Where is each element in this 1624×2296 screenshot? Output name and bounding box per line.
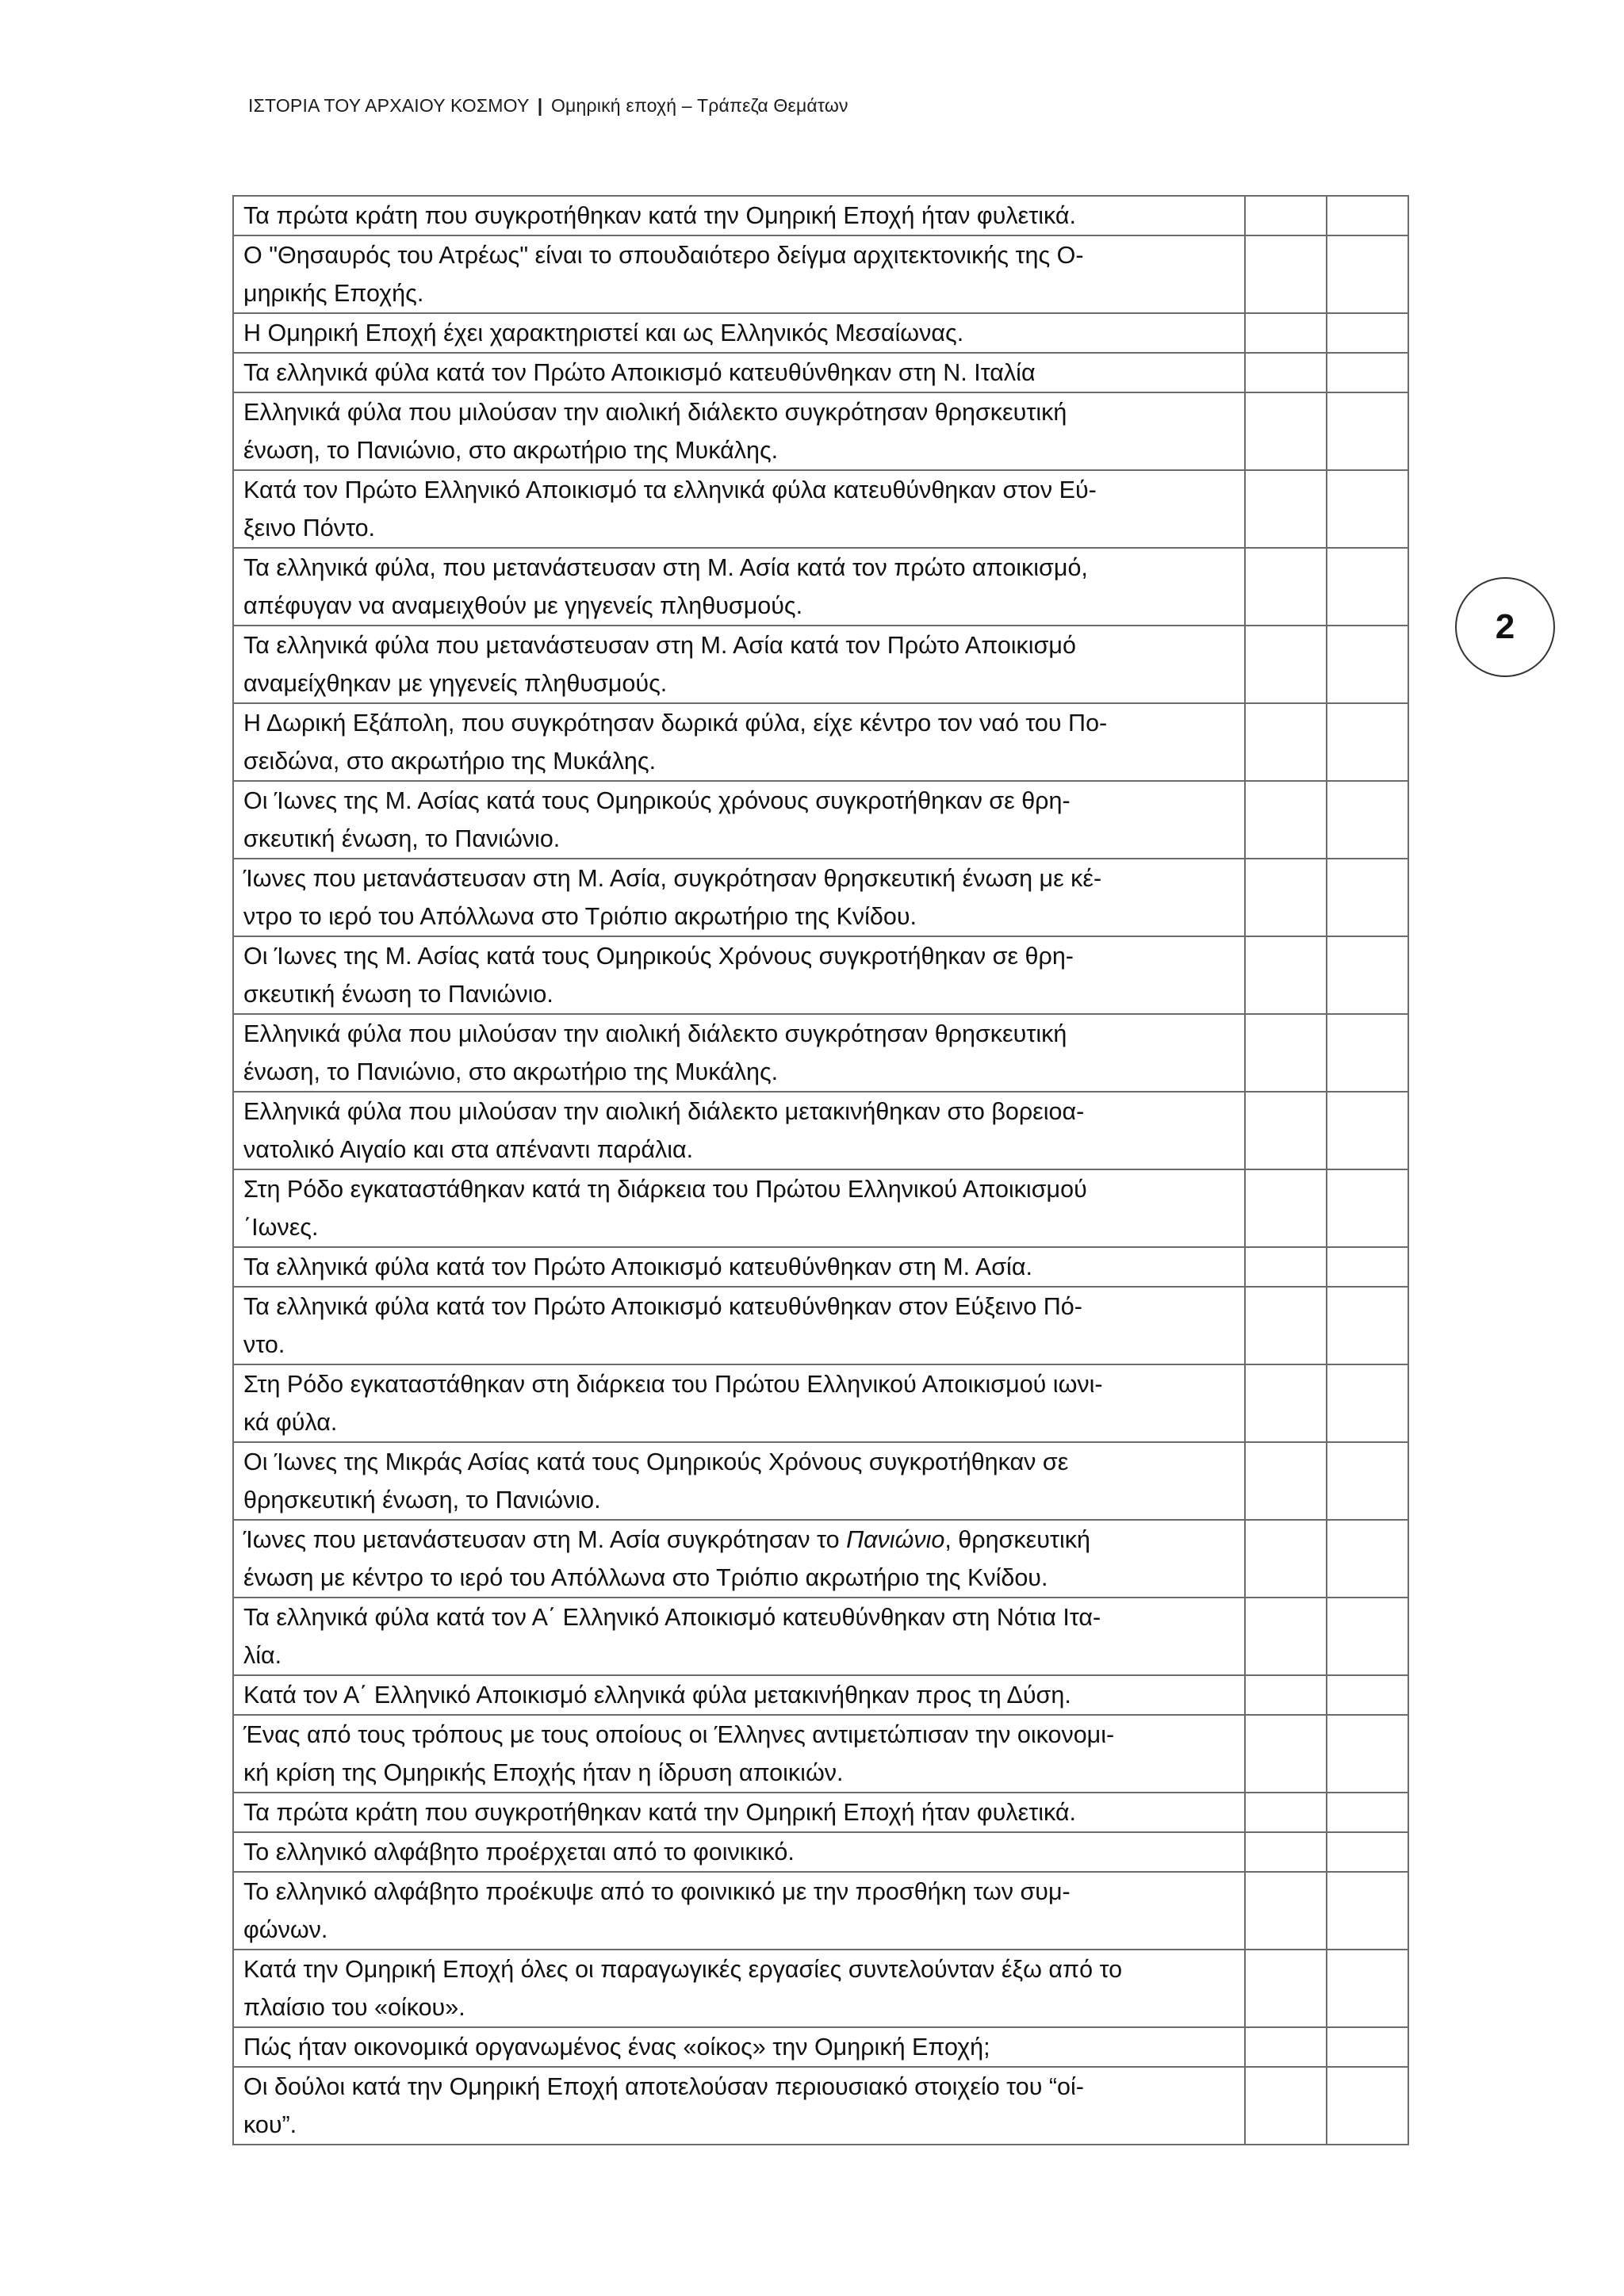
table-row — [233, 313, 1408, 353]
table-row — [233, 1520, 1408, 1598]
table-row — [233, 353, 1408, 392]
answer-cell-1[interactable] — [1245, 1598, 1327, 1675]
answer-cell-1[interactable] — [1245, 1287, 1327, 1364]
question-text-cell — [233, 1247, 1245, 1287]
question-line: ένωση, το Πανιώνιο, στο ακρωτήριο της Μυκάλης. — [243, 1058, 779, 1085]
question-line: ξεινο Πόντο. — [243, 515, 376, 541]
table-row — [233, 1675, 1408, 1715]
answer-cell-1[interactable] — [1245, 196, 1327, 235]
table-row — [233, 2067, 1408, 2145]
question-text-cell — [233, 1872, 1245, 1950]
question-text-cell — [233, 1715, 1245, 1793]
answer-cell-2[interactable] — [1327, 392, 1408, 470]
answer-cell-2[interactable] — [1327, 1598, 1408, 1675]
question-text-cell — [233, 1014, 1245, 1092]
table-row — [233, 703, 1408, 781]
question-line: Τα ελληνικά φύλα που μετανάστευσαν στη Μ. Ασία κατά τον Πρώτο Αποικισμό — [243, 632, 1076, 659]
question-line: Πώς ήταν οικονομικά οργανωμένος ένας «οίκος» την Ομηρική Εποχή; — [243, 2034, 990, 2061]
question-line: Τα ελληνικά φύλα κατά τον Πρώτο Αποικισμό κατευθύνθηκαν στη Μ. Ασία. — [243, 1253, 1032, 1280]
table-row — [233, 1092, 1408, 1169]
question-line: Ελληνικά φύλα που μιλούσαν την αιολική διάλεκτο συγκρότησαν θρησκευτική — [243, 399, 1067, 426]
page-header — [248, 95, 848, 117]
answer-cell-1[interactable] — [1245, 1872, 1327, 1950]
page-number: 2 — [1495, 607, 1515, 646]
table-row — [233, 1872, 1408, 1950]
answer-cell-1[interactable] — [1245, 626, 1327, 703]
question-line: Το ελληνικό αλφάβητο προέρχεται από το φοινικικό. — [243, 1839, 795, 1866]
answer-cell-1[interactable] — [1245, 548, 1327, 626]
table-row — [233, 1793, 1408, 1832]
question-line: σκευτική ένωση, το Πανιώνιο. — [243, 825, 561, 852]
question-text-cell — [233, 703, 1245, 781]
answer-cell-2[interactable] — [1327, 1092, 1408, 1169]
table-row — [233, 1364, 1408, 1442]
question-line: Τα ελληνικά φύλα κατά τον Πρώτο Αποικισμό κατευθύνθηκαν στον Εύξεινο Πό- — [243, 1293, 1082, 1320]
answer-cell-2[interactable] — [1327, 353, 1408, 392]
question-line-part: Ίωνες που μετανάστευσαν στη Μ. Ασία συγκρότησαν το — [243, 1526, 847, 1553]
question-line: ντρο το ιερό του Απόλλωνα στο Τριόπιο ακρωτήριο της Κνίδου. — [243, 903, 917, 930]
answer-cell-2[interactable] — [1327, 196, 1408, 235]
table-row — [233, 392, 1408, 470]
answer-cell-1[interactable] — [1245, 313, 1327, 353]
answer-cell-2[interactable] — [1327, 1247, 1408, 1287]
question-line: Στη Ρόδο εγκαταστάθηκαν στη διάρκεια του Πρώτου Ελληνικού Αποικισμού ιωνι- — [243, 1371, 1103, 1398]
question-line: Ίωνες που μετανάστευσαν στη Μ. Ασία, συγκρότησαν θρησκευτική ένωση με κέ- — [243, 865, 1102, 892]
answer-cell-2[interactable] — [1327, 1442, 1408, 1520]
answer-cell-2[interactable] — [1327, 1014, 1408, 1092]
question-text-cell — [233, 1092, 1245, 1169]
question-line: κή κρίση της Ομηρικής Εποχής ήταν η ίδρυση αποικιών. — [243, 1759, 844, 1786]
question-text-cell — [233, 1598, 1245, 1675]
question-line: θρησκευτική ένωση, το Πανιώνιο. — [243, 1487, 601, 1513]
answer-cell-1[interactable] — [1245, 1793, 1327, 1832]
question-line: Οι Ίωνες της Μ. Ασίας κατά τους Ομηρικούς Χρόνους συγκροτήθηκαν σε θρη- — [243, 943, 1074, 970]
table-row — [233, 859, 1408, 936]
page-number-circle — [1455, 577, 1555, 677]
table-row — [233, 1442, 1408, 1520]
question-line: πλαίσιο του «οίκου». — [243, 1994, 465, 2021]
question-text-cell — [233, 1169, 1245, 1247]
answer-cell-1[interactable] — [1245, 859, 1327, 936]
answer-cell-2[interactable] — [1327, 313, 1408, 353]
question-text-cell — [233, 1364, 1245, 1442]
question-line: λία. — [243, 1642, 282, 1669]
question-line: Ελληνικά φύλα που μιλούσαν την αιολική διάλεκτο μετακινήθηκαν στο βορειοα- — [243, 1098, 1085, 1125]
question-text-cell — [233, 781, 1245, 859]
question-line: νατολικό Αιγαίο και στα απέναντι παράλια. — [243, 1136, 694, 1163]
answer-cell-2[interactable] — [1327, 470, 1408, 548]
question-text-cell — [233, 1442, 1245, 1520]
table-row — [233, 781, 1408, 859]
table-row — [233, 470, 1408, 548]
answer-cell-1[interactable] — [1245, 1169, 1327, 1247]
question-line: Τα ελληνικά φύλα κατά τον Α΄ Ελληνικό Αποικισμό κατευθύνθηκαν στη Νότια Ιτα- — [243, 1604, 1101, 1631]
question-line: ένωση με κέντρο το ιερό του Απόλλωνα στο Τριόπιο ακρωτήριο της Κνίδου. — [243, 1564, 1048, 1591]
question-text-cell — [233, 859, 1245, 936]
question-text-cell — [233, 2067, 1245, 2145]
question-line: Ένας από τους τρόπους με τους οποίους οι Έλληνες αντιμετώπισαν την οικονομι- — [243, 1721, 1115, 1748]
answer-cell-2[interactable] — [1327, 548, 1408, 626]
table-row — [233, 1950, 1408, 2027]
answer-cell-1[interactable] — [1245, 235, 1327, 313]
answer-cell-2[interactable] — [1327, 1950, 1408, 2027]
question-line: Κατά την Ομηρική Εποχή όλες οι παραγωγικές εργασίες συντελούνταν έξω από το — [243, 1956, 1123, 1983]
table-row — [233, 2027, 1408, 2067]
question-text-cell — [233, 196, 1245, 235]
question-line: Η Ομηρική Εποχή έχει χαρακτηριστεί και ως Ελληνικός Μεσαίωνας. — [243, 320, 964, 346]
answer-cell-2[interactable] — [1327, 2027, 1408, 2067]
answer-cell-1[interactable] — [1245, 936, 1327, 1014]
table-row — [233, 548, 1408, 626]
answer-cell-2[interactable] — [1327, 1793, 1408, 1832]
question-line: ΄Ιωνες. — [243, 1214, 319, 1241]
answer-cell-2[interactable] — [1327, 235, 1408, 313]
question-italic-term: Πανιώνιο — [846, 1526, 945, 1553]
answer-cell-1[interactable] — [1245, 2027, 1327, 2067]
question-line: αναμείχθηκαν με γηγενείς πληθυσμούς. — [243, 670, 668, 697]
question-text-cell — [233, 1675, 1245, 1715]
answer-cell-2[interactable] — [1327, 1675, 1408, 1715]
question-line: ένωση, το Πανιώνιο, στο ακρωτήριο της Μυκάλης. — [243, 437, 779, 464]
question-text-cell — [233, 313, 1245, 353]
answer-cell-2[interactable] — [1327, 1872, 1408, 1950]
table-row — [233, 1014, 1408, 1092]
question-line: κου”. — [243, 2111, 297, 2138]
question-line: σκευτική ένωση το Πανιώνιο. — [243, 981, 553, 1008]
question-line: Τα ελληνικά φύλα, που μετανάστευσαν στη Μ. Ασία κατά τον πρώτο αποικισμό, — [243, 554, 1088, 581]
question-line: Κατά τον Πρώτο Ελληνικό Αποικισμό τα ελληνικά φύλα κατευθύνθηκαν στον Εύ- — [243, 476, 1097, 503]
table-row — [233, 936, 1408, 1014]
answer-cell-1[interactable] — [1245, 703, 1327, 781]
question-text-cell — [233, 235, 1245, 313]
answer-cell-1[interactable] — [1245, 1364, 1327, 1442]
question-text-cell — [233, 936, 1245, 1014]
answer-cell-1[interactable] — [1245, 353, 1327, 392]
answer-cell-2[interactable] — [1327, 1169, 1408, 1247]
question-line: απέφυγαν να αναμειχθούν με γηγενείς πληθυσμούς. — [243, 592, 803, 619]
question-text-cell — [233, 1793, 1245, 1832]
question-line: Ελληνικά φύλα που μιλούσαν την αιολική διάλεκτο συγκρότησαν θρησκευτική — [243, 1020, 1067, 1047]
header-separator: | — [537, 95, 543, 116]
question-text-cell — [233, 1520, 1245, 1598]
table-row — [233, 196, 1408, 235]
question-text-cell — [233, 392, 1245, 470]
question-text-cell — [233, 1287, 1245, 1364]
question-text-cell — [233, 1950, 1245, 2027]
question-line: σειδώνα, στο ακρωτήριο της Μυκάλης. — [243, 748, 657, 775]
question-text-cell — [233, 626, 1245, 703]
answer-cell-1[interactable] — [1245, 1675, 1327, 1715]
answer-cell-1[interactable] — [1245, 1014, 1327, 1092]
answer-cell-2[interactable] — [1327, 859, 1408, 936]
answer-cell-2[interactable] — [1327, 936, 1408, 1014]
question-table — [232, 195, 1409, 2145]
answer-cell-1[interactable] — [1245, 1247, 1327, 1287]
table-row — [233, 626, 1408, 703]
header-subject: ΙΣΤΟΡΙΑ ΤΟΥ ΑΡΧΑΙΟΥ ΚΟΣΜΟΥ — [248, 95, 530, 116]
answer-cell-1[interactable] — [1245, 1950, 1327, 2027]
question-line: μηρικής Εποχής. — [243, 280, 424, 307]
question-line: Τα ελληνικά φύλα κατά τον Πρώτο Αποικισμό κατευθύνθηκαν στη Ν. Ιταλία — [243, 359, 1036, 386]
question-line: ντο. — [243, 1331, 285, 1358]
question-line: Στη Ρόδο εγκαταστάθηκαν κατά τη διάρκεια του Πρώτου Ελληνικού Αποικισμού — [243, 1176, 1087, 1203]
question-line: Οι Ίωνες της Μ. Ασίας κατά τους Ομηρικούς χρόνους συγκροτήθηκαν σε θρη- — [243, 787, 1071, 814]
answer-cell-1[interactable] — [1245, 1832, 1327, 1872]
question-line: Η Δωρική Εξάπολη, που συγκρότησαν δωρικά φύλα, είχε κέντρο τον ναό του Πο- — [243, 710, 1108, 737]
table-row — [233, 1715, 1408, 1793]
question-line-part: , θρησκευτική — [944, 1526, 1090, 1553]
question-text-cell — [233, 548, 1245, 626]
question-line: Τα πρώτα κράτη που συγκροτήθηκαν κατά την Ομηρική Εποχή ήταν φυλετικά. — [243, 1799, 1077, 1826]
answer-cell-1[interactable] — [1245, 1520, 1327, 1598]
table-row — [233, 1832, 1408, 1872]
answer-cell-1[interactable] — [1245, 2067, 1327, 2145]
table-row — [233, 235, 1408, 313]
answer-cell-1[interactable] — [1245, 470, 1327, 548]
header-section: Ομηρική εποχή – Τράπεζα Θεμάτων — [550, 95, 848, 116]
question-line: Τα πρώτα κράτη που συγκροτήθηκαν κατά την Ομηρική Εποχή ήταν φυλετικά. — [243, 202, 1077, 229]
question-line: Κατά τον Α΄ Ελληνικό Αποικισμό ελληνικά φύλα μετακινήθηκαν προς τη Δύση. — [243, 1682, 1071, 1709]
answer-cell-2[interactable] — [1327, 1832, 1408, 1872]
question-text-cell — [233, 353, 1245, 392]
question-text-cell — [233, 2027, 1245, 2067]
table-row — [233, 1169, 1408, 1247]
answer-cell-1[interactable] — [1245, 781, 1327, 859]
question-line: Ο "Θησαυρός του Ατρέως" είναι το σπουδαιότερο δείγμα αρχιτεκτονικής της Ο- — [243, 242, 1084, 269]
question-line: Οι Ίωνες της Μικράς Ασίας κατά τους Ομηρικούς Χρόνους συγκροτήθηκαν σε — [243, 1448, 1069, 1475]
answer-cell-2[interactable] — [1327, 2067, 1408, 2145]
answer-cell-2[interactable] — [1327, 703, 1408, 781]
question-text-cell — [233, 1832, 1245, 1872]
answer-cell-2[interactable] — [1327, 1715, 1408, 1793]
answer-cell-1[interactable] — [1245, 392, 1327, 470]
answer-cell-1[interactable] — [1245, 1092, 1327, 1169]
question-line: φώνων. — [243, 1916, 328, 1943]
table-row — [233, 1287, 1408, 1364]
answer-cell-2[interactable] — [1327, 1364, 1408, 1442]
table-row — [233, 1598, 1408, 1675]
question-line: Οι δούλοι κατά την Ομηρική Εποχή αποτελούσαν περιουσιακό στοιχείο του “οί- — [243, 2073, 1084, 2100]
question-text-cell — [233, 470, 1245, 548]
question-line — [243, 1521, 1236, 1559]
answer-cell-2[interactable] — [1327, 1520, 1408, 1598]
answer-cell-2[interactable] — [1327, 781, 1408, 859]
answer-cell-1[interactable] — [1245, 1442, 1327, 1520]
answer-cell-1[interactable] — [1245, 1715, 1327, 1793]
question-line: κά φύλα. — [243, 1409, 338, 1436]
answer-cell-2[interactable] — [1327, 1287, 1408, 1364]
question-line: Το ελληνικό αλφάβητο προέκυψε από το φοινικικό με την προσθήκη των συμ- — [243, 1878, 1071, 1905]
answer-cell-2[interactable] — [1327, 626, 1408, 703]
table-row — [233, 1247, 1408, 1287]
question-table-body — [233, 196, 1408, 2145]
